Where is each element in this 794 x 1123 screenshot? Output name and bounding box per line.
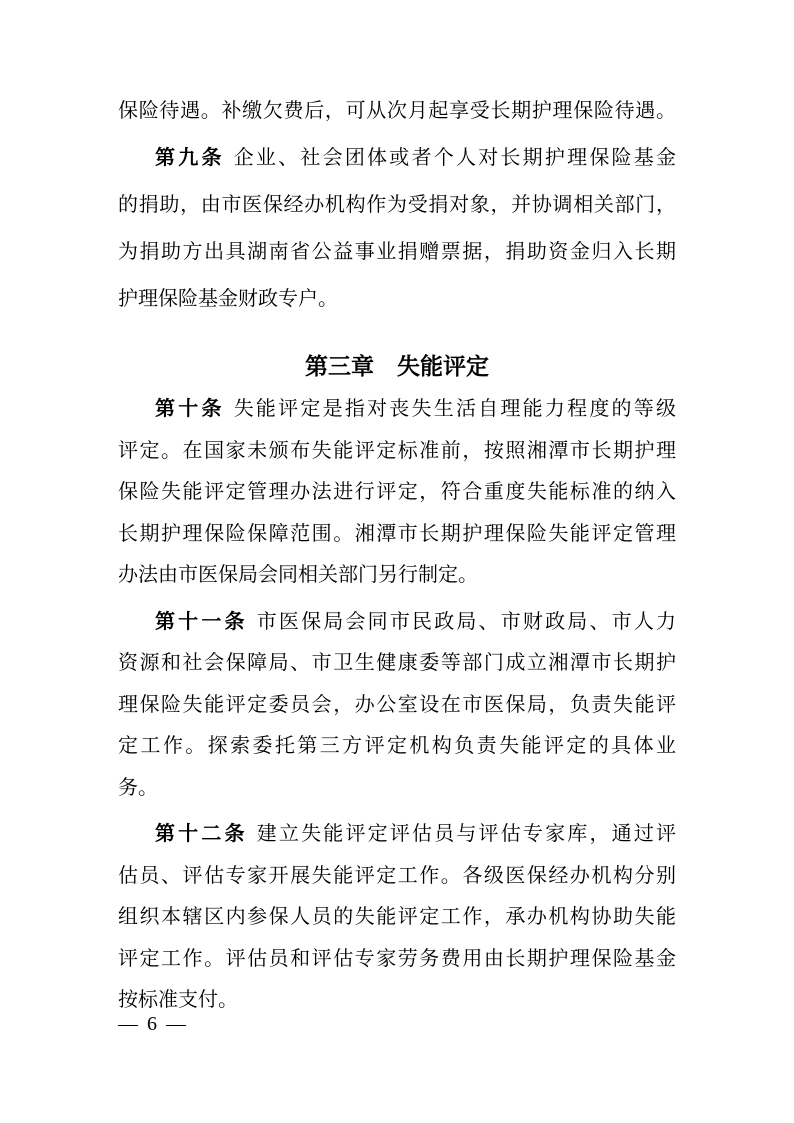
body-text-line: 保险失能评定管理办法进行评定，符合重度失能标准的纳入 [118, 481, 676, 503]
body-text-line: 为捐助方出具湖南省公益事业捐赠票据，捐助资金归入长期 [118, 241, 676, 263]
body-text-line: 的捐助，由市医保经办机构作为受捐对象，并协调相关部门， [118, 194, 676, 216]
body-text-line: 保险待遇。补缴欠费后，可从次月起享受长期护理保险待遇。 [118, 100, 676, 122]
body-text: 市医保局会同市民政局、市财政局、市人力 [256, 610, 677, 633]
body-text-line [118, 389, 676, 431]
body-text-line: 办法由市医保局会同相关部门另行制定。 [118, 564, 478, 586]
body-text-line: 评定。在国家未颁布失能评定标准前，按照湘潭市长期护理 [118, 439, 676, 462]
body-text-line: 组织本辖区内参保人员的失能评定工作，承办机构协助失能 [118, 906, 676, 928]
body-text-line: 定工作。探索委托第三方评定机构负责失能评定的具体业 [118, 735, 676, 757]
article-number-lead: 第十二条 [155, 823, 248, 845]
body-text-line: 理保险失能评定委员会，办公室设在市医保局，负责失能评 [118, 693, 676, 716]
body-text-line: 长期护理保险保障范围。湘潭市长期护理保险失能评定管理 [118, 522, 676, 545]
body-text: 建立失能评定评估员与评估专家库，通过评 [256, 823, 677, 845]
body-text-line: 按标准支付。 [118, 989, 238, 1011]
body-text-line [118, 602, 676, 644]
chapter-heading: 第三章 失能评定 [305, 353, 489, 379]
body-text-line: 估员、评估专家开展失能评定工作。各级医保经办机构分别 [118, 864, 676, 887]
paragraph-article-12 [118, 814, 676, 1022]
paragraph-article-9 [118, 135, 676, 323]
document-body [118, 88, 676, 1022]
page-number: — 6 — [118, 1013, 188, 1035]
body-text: 失能评定是指对丧失生活自理能力程度的等级 [233, 398, 677, 420]
body-text-line: 务。 [118, 776, 158, 799]
paragraph-article-11 [118, 602, 676, 810]
article-number-lead: 第十一条 [155, 610, 248, 633]
section-after-chapter [118, 389, 676, 1022]
article-number-lead: 第九条 [155, 147, 225, 169]
body-text-line: 护理保险基金财政专户。 [118, 288, 338, 310]
section-before-chapter [118, 88, 676, 323]
paragraph-continuation [118, 88, 676, 135]
body-text-line: 资源和社会保障局、市卫生健康委等部门成立湘潭市长期护 [118, 652, 676, 674]
paragraph-article-10 [118, 389, 676, 597]
body-text-line [118, 135, 676, 182]
body-text-line: 评定工作。评估员和评估专家劳务费用由长期护理保险基金 [118, 947, 676, 970]
article-number-lead: 第十条 [155, 398, 225, 420]
body-text-line [118, 814, 676, 856]
body-text: 企业、社会团体或者个人对长期护理保险基金 [233, 147, 677, 169]
